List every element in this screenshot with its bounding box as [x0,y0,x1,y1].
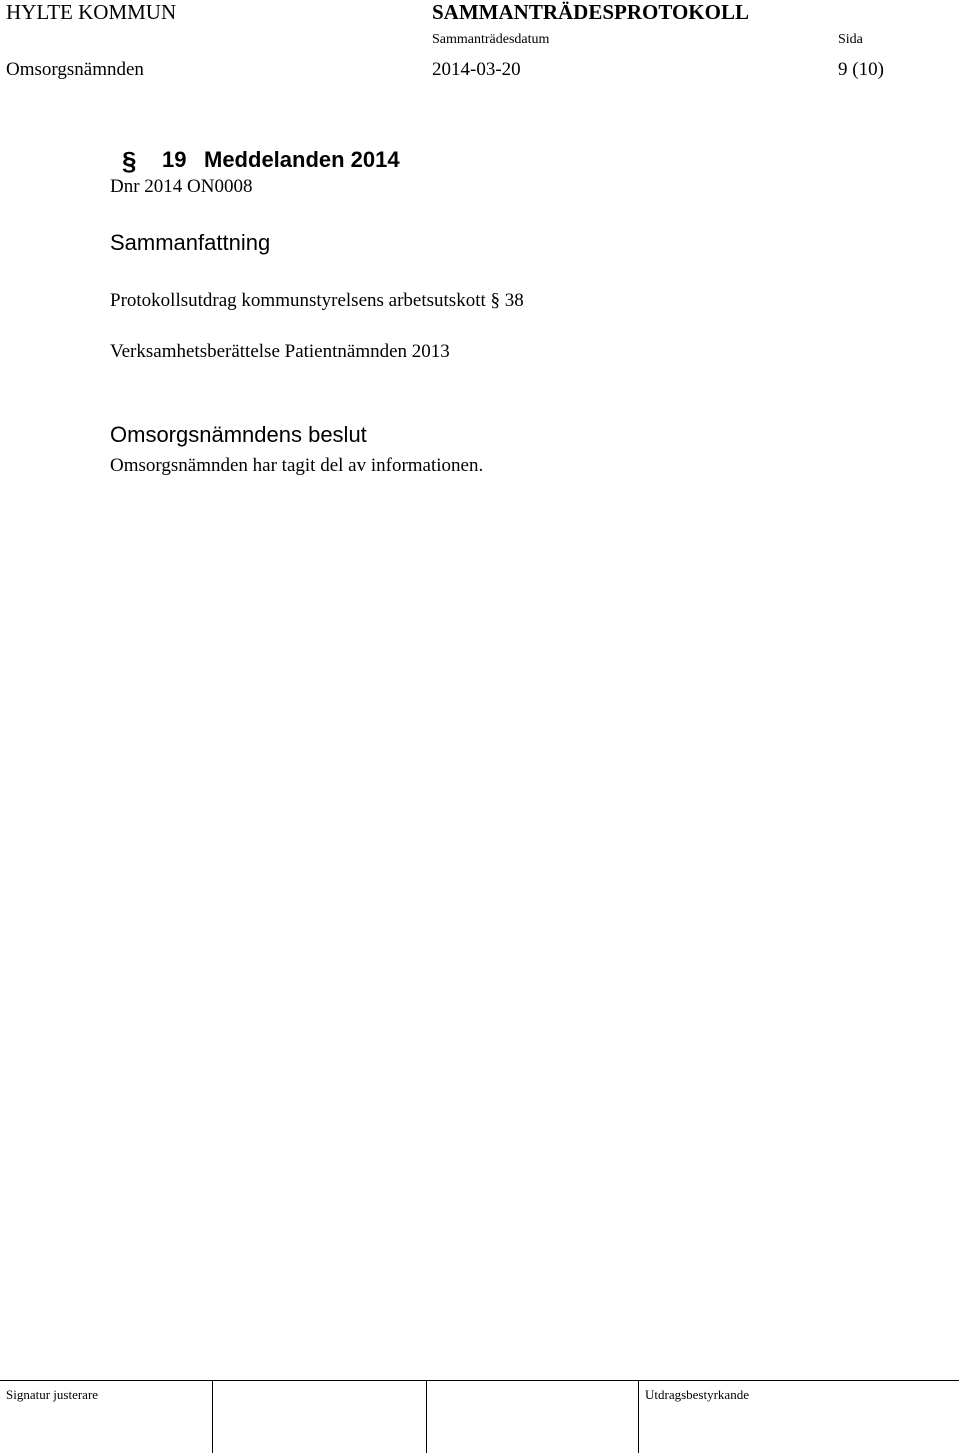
signature-divider [212,1381,213,1453]
document-type-title: SAMMANTRÄDESPROTOKOLL [432,0,749,24]
decision-heading: Omsorgsnämndens beslut [110,422,367,447]
page-label: Sida [838,32,863,47]
diary-number: Dnr 2014 ON0008 [110,176,253,197]
paragraph-sign: § [122,146,137,176]
department-name: Omsorgsnämnden [6,59,144,80]
decision-text: Omsorgsnämnden har tagit del av informationen. [110,455,484,476]
organization-name: HYLTE KOMMUN [6,0,177,24]
extract-certification-label: Utdragsbestyrkande [645,1387,749,1402]
signature-divider [638,1381,639,1453]
section-title: Meddelanden 2014 [204,147,400,172]
page-number: 9 (10) [838,59,884,80]
summary-line-1: Protokollsutdrag kommunstyrelsens arbetsutskott § 38 [110,290,524,311]
summary-line-2: Verksamhetsberättelse Patientnämnden 2013 [110,341,450,362]
signature-label: Signatur justerare [6,1387,99,1402]
signature-table [0,1380,959,1453]
meeting-date: 2014-03-20 [432,59,521,80]
summary-heading: Sammanfattning [110,230,271,255]
signature-divider [426,1381,427,1453]
section-number: 19 [162,147,187,172]
meeting-date-label: Sammanträdesdatum [432,32,550,47]
